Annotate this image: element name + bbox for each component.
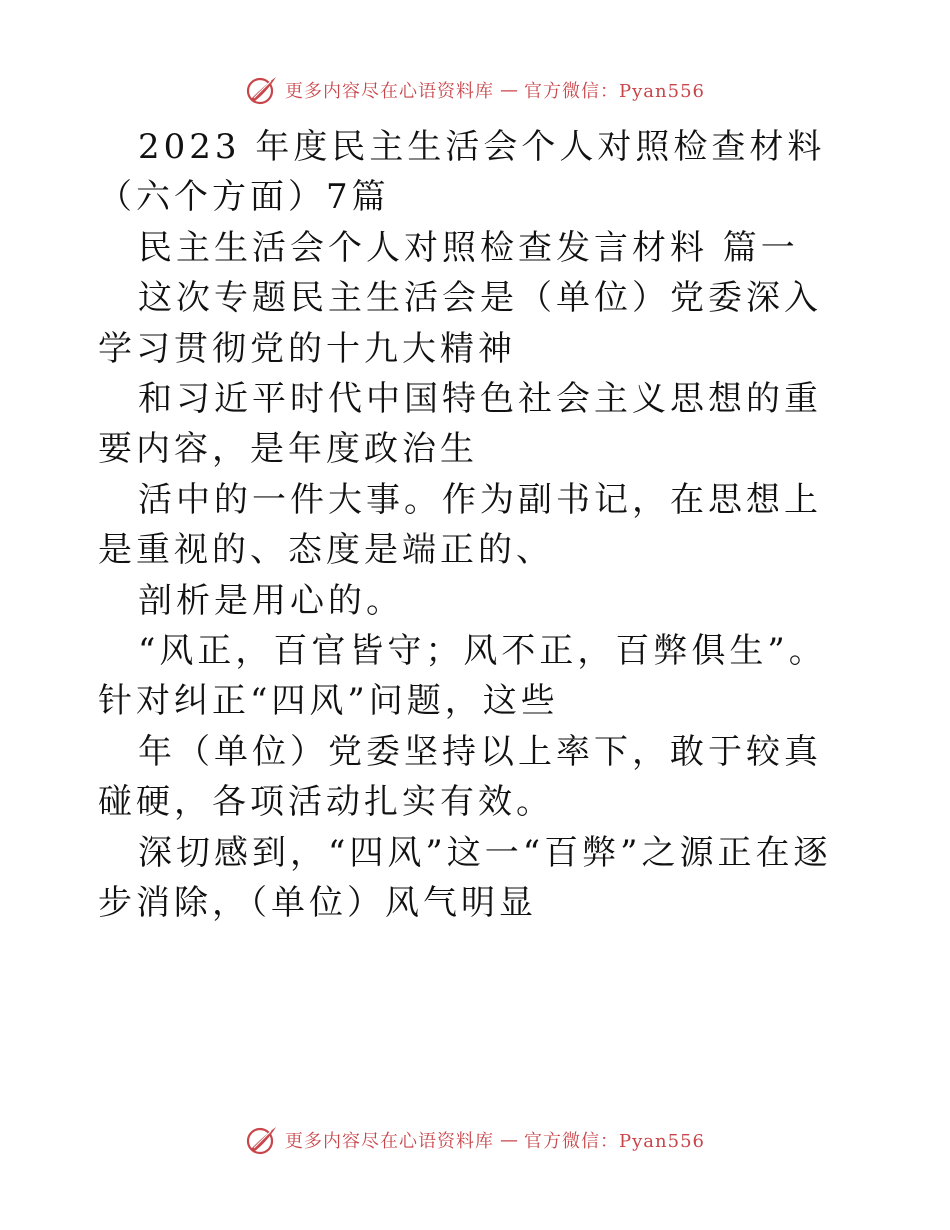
body-paragraph: 深切感到，“四风”这一“百弊”之源正在逐步消除，（单位）风气明显 [98, 832, 832, 924]
header-banner [0, 70, 950, 110]
header-banner-text: 更多内容尽在心语资料库 [285, 81, 495, 102]
footer-banner-text: 更多内容尽在心语资料库 [285, 1131, 495, 1152]
document-title: 2023 年度民主生活会个人对照检查材料（六个方面）7篇 [98, 127, 826, 218]
header-separator: — [500, 79, 519, 101]
body-paragraph: 活中的一件大事。作为副书记，在思想上是重视的、态度是端正的、 [98, 479, 822, 571]
body-paragraph: 和习近平时代中国特色社会主义思想的重要内容，是年度政治生 [98, 379, 822, 470]
document-body [98, 122, 858, 929]
section-heading: 民主生活会个人对照检查发言材料 篇一 [138, 227, 799, 268]
body-paragraph: 剖析是用心的。 [138, 580, 404, 621]
quill-pen-logo-icon [245, 1123, 279, 1157]
header-contact-text: 官方微信：Pyan556 [524, 81, 705, 102]
footer-banner [0, 1120, 950, 1160]
footer-contact-text: 官方微信：Pyan556 [524, 1131, 705, 1152]
footer-separator: — [500, 1129, 519, 1151]
body-paragraph: “风正，百官皆守；风不正，百弊俱生”。针对纠正“四风”问题，这些 [98, 631, 827, 722]
body-paragraph: 这次专题民主生活会是（单位）党委深入学习贯彻党的十九大精神 [98, 278, 822, 369]
quill-pen-logo-icon [245, 73, 279, 107]
body-paragraph: 年（单位）党委坚持以上率下，敢于较真碰硬，各项活动扎实有效。 [98, 731, 822, 823]
